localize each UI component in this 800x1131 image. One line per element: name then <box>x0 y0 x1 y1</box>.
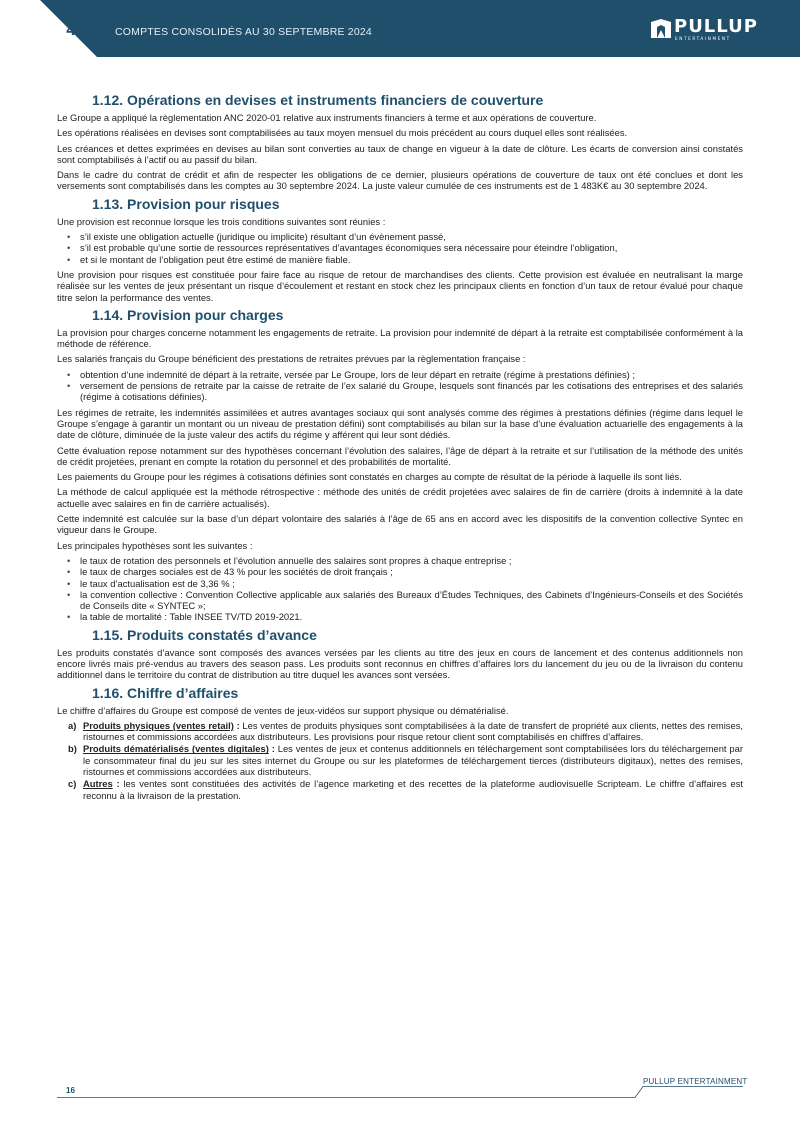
header-title: COMPTES CONSOLIDÉS AU 30 SEPTEMBRE 2024 <box>115 26 372 38</box>
paragraph: Une provision pour risques est constituée pour faire face au risque de retour de marchandises des clients. Cette provision est évaluée en neutralisant la marge réalisée sur les ventes de jeux présentant un risque d’écoulement et restant en stock chez les principaux clients en fonction d’un taux de retour évalué pour chaque titre selon la performance des ventes. <box>57 268 743 303</box>
bullet-list <box>57 231 743 265</box>
paragraph: Le chiffre d’affaires du Groupe est composé de ventes de jeux-vidéos sur support physique ou dématérialisé. <box>57 704 509 716</box>
section-1-13 <box>57 196 743 303</box>
paragraph: La provision pour charges concerne notamment les engagements de retraite. La provision pour indemnité de départ à la retraite est comptabilisée conformément à la méthode de référence. <box>57 326 743 350</box>
logo-text: PULLUP <box>674 16 758 37</box>
list-letter: b) <box>68 743 77 755</box>
paragraph: Cette évaluation repose notamment sur des hypothèses concernant l’évolution des salaires, l’âge de départ à la retraite et sur l’utilisation de la méthode des unités de crédit projetées, prenant en compte la rotation du personnel et des probabilités de mortalité. <box>57 444 743 467</box>
paragraph: Les principales hypothèses sont les suivantes : <box>57 539 253 551</box>
list-term: Produits dématérialisés (ventes digitales) <box>83 743 269 755</box>
section-heading: 1.12. Opérations en devises et instruments financiers de couverture <box>92 92 544 108</box>
paragraph: Le Groupe a appliqué la règlementation ANC 2020-01 relative aux instruments financiers à terme et aux opérations de couverture. <box>57 112 597 123</box>
logo-mark-icon <box>651 19 671 38</box>
list-term: Autres <box>83 778 113 790</box>
paragraph: La méthode de calcul appliquée est la méthode rétrospective : méthode des unités de crédit projetées avec salaires de fin de carrière (droits à indemnité à la date actuelle avec salaires en fin de carrière actualisés). <box>57 486 743 509</box>
section-1-15 <box>57 627 743 681</box>
list-item: • versement de pensions de retraite par la caisse de retraite de l’ex salarié du Groupe, lesquels sont financés par les cotisations des entreprises et des salariés (régime à cotisations définies). <box>57 380 743 403</box>
list-item: • la table de mortalité : Table INSEE TV/TD 2019-2021. <box>57 611 743 622</box>
document-body <box>57 92 743 805</box>
footer-brand: PULLUP ENTERTAINMENT <box>643 1077 748 1086</box>
list-letter: a) <box>68 719 77 731</box>
list-colon: : <box>268 743 278 755</box>
list-item: • et si le montant de l’obligation peut être estimé de manière fiable. <box>57 254 743 265</box>
company-logo <box>651 16 758 43</box>
list-colon: : <box>112 778 124 790</box>
list-item <box>57 778 743 801</box>
list-item: • le taux d’actualisation est de 3,36 % ; <box>57 578 743 589</box>
logo-subtext: ENTERTAINMENT <box>675 36 731 41</box>
paragraph: Dans le cadre du contrat de crédit et afin de respecter les obligations de ce dernier, plusieurs opérations de couverture de taux ont été conclues et dont les versements sont comptabilisés dans les comptes au 30 septembre 2024. La juste valeur cumulée de ces instruments est de 1 483K€ au 30 septembre 2024. <box>57 169 743 192</box>
paragraph: Une provision est reconnue lorsque les trois conditions suivantes sont réunies : <box>57 215 386 227</box>
section-1-14 <box>57 307 743 623</box>
bullet-list <box>57 369 743 403</box>
list-item: • le taux de charges sociales est de 43 % pour les sociétés de droit français ; <box>57 566 743 577</box>
paragraph: Les opérations réalisées en devises sont comptabilisées au taux moyen mensuel du mois précédent au cours duquel elles sont réalisées. <box>57 127 628 139</box>
section-heading: 1.13. Provision pour risques <box>92 195 280 212</box>
paragraph: Les paiements du Groupe pour les régimes à cotisations définies sont constatés en charges au compte de résultat de la période à laquelle ils sont liés. <box>57 471 682 483</box>
paragraph: Les salariés français du Groupe bénéficient des prestations de retraites prévues par la règlementation française : <box>57 353 526 365</box>
section-1-12 <box>57 92 743 192</box>
paragraph: Les régimes de retraite, les indemnités assimilées et autres avantages sociaux qui sont analysés comme des régimes à prestations définies (régime dans lequel le Groupe s’engage à garantir un montant ou un niveau de prestation défini) sont comptabilisés au bilan sur la base d’une évaluation actuarielle des engagements à la date de clôture, diminuée de la juste valeur des actifs du régime y afférent qui leur sont dédiés. <box>57 406 743 441</box>
list-item: • la convention collective : Convention Collective applicable aux salariés des Bureaux d’Études Techniques, des Cabinets d’Ingénieurs-Conseils et des Sociétés de Conseils dite « SYNTEC »; <box>57 589 743 612</box>
list-text: Les ventes de jeux et contenus additionnels en téléchargement sont comptabilisées lors du téléchargement par le consommateur final du jeu sur les sites internet du Groupe ou sur les plateformes de téléchargement tierces (distributeurs digitaux), nettes des remises, ristournes et commissions accordées aux distributeurs. <box>83 743 743 778</box>
paragraph: Les produits constatés d’avance sont composés des avances versées par les clients au titre des jeux en cours de lancement et des contenus additionnels non encore livrés mais pré-vendus au travers des season pass. Les produits sont reconnus en chiffres d’affaires lors du lancement du jeu ou de la livraison du contenu additionnel dans le territoire du contrat de distribution au titre duquel les avances sont versées. <box>57 646 743 681</box>
list-colon: : <box>233 719 243 731</box>
chapter-number: 4 <box>66 20 76 39</box>
list-item: • s’il existe une obligation actuelle (juridique ou implicite) résultant d’un évènement passé, <box>57 231 743 242</box>
list-item <box>57 720 743 743</box>
list-text: les ventes sont constituées des activités de l’agence marketing et des recettes de la plateforme audiovisuelle Scripteam. Le chiffre d’affaires est reconnu à la livraison de la prestation. <box>83 778 743 801</box>
footer-rule <box>57 1086 743 1098</box>
lettered-list <box>57 720 743 801</box>
section-1-16 <box>57 685 743 801</box>
section-heading: 1.16. Chiffre d’affaires <box>92 684 239 701</box>
page-number: 16 <box>66 1086 75 1095</box>
list-item: • le taux de rotation des personnels et l’évolution annuelle des salaires sont propres à chaque entreprise ; <box>57 555 743 566</box>
page-header <box>0 0 800 57</box>
paragraph: Les créances et dettes exprimées en devises au bilan sont converties au taux de change en vigueur à la date de clôture. Les écarts de conversion ainsi constatés sont comptabilisés à l’actif ou au passif du bilan. <box>57 142 743 165</box>
section-heading: 1.15. Produits constatés d’avance <box>92 626 317 643</box>
list-item: • obtention d’une indemnité de départ à la retraite, versée par Le Groupe, lors de leur départ en retraite (régime à prestations définies) ; <box>57 369 743 380</box>
list-term: Produits physiques (ventes retail) <box>83 719 234 731</box>
bullet-list <box>57 555 743 623</box>
list-text: Les ventes de produits physiques sont comptabilisées à la date de transfert de propriété aux clients, nettes des remises, ristournes et commissions accordées aux distributeurs. Les provisions pour risque retour client sont comptabilisés en chiffres d’affaires. <box>83 719 743 743</box>
section-heading: 1.14. Provision pour charges <box>92 306 284 323</box>
list-item: • s’il est probable qu’une sortie de ressources représentatives d’avantages économiques sera nécessaire pour éteindre l’obligation, <box>57 242 743 253</box>
list-letter: c) <box>68 778 77 790</box>
list-item <box>57 743 743 777</box>
chapter-tab-shape <box>0 0 120 57</box>
paragraph: Cette indemnité est calculée sur la base d’un départ volontaire des salariés à l’âge de 65 ans en accord avec les dispositifs de la convention collective Syntec en vigueur dans le Groupe. <box>57 513 743 536</box>
